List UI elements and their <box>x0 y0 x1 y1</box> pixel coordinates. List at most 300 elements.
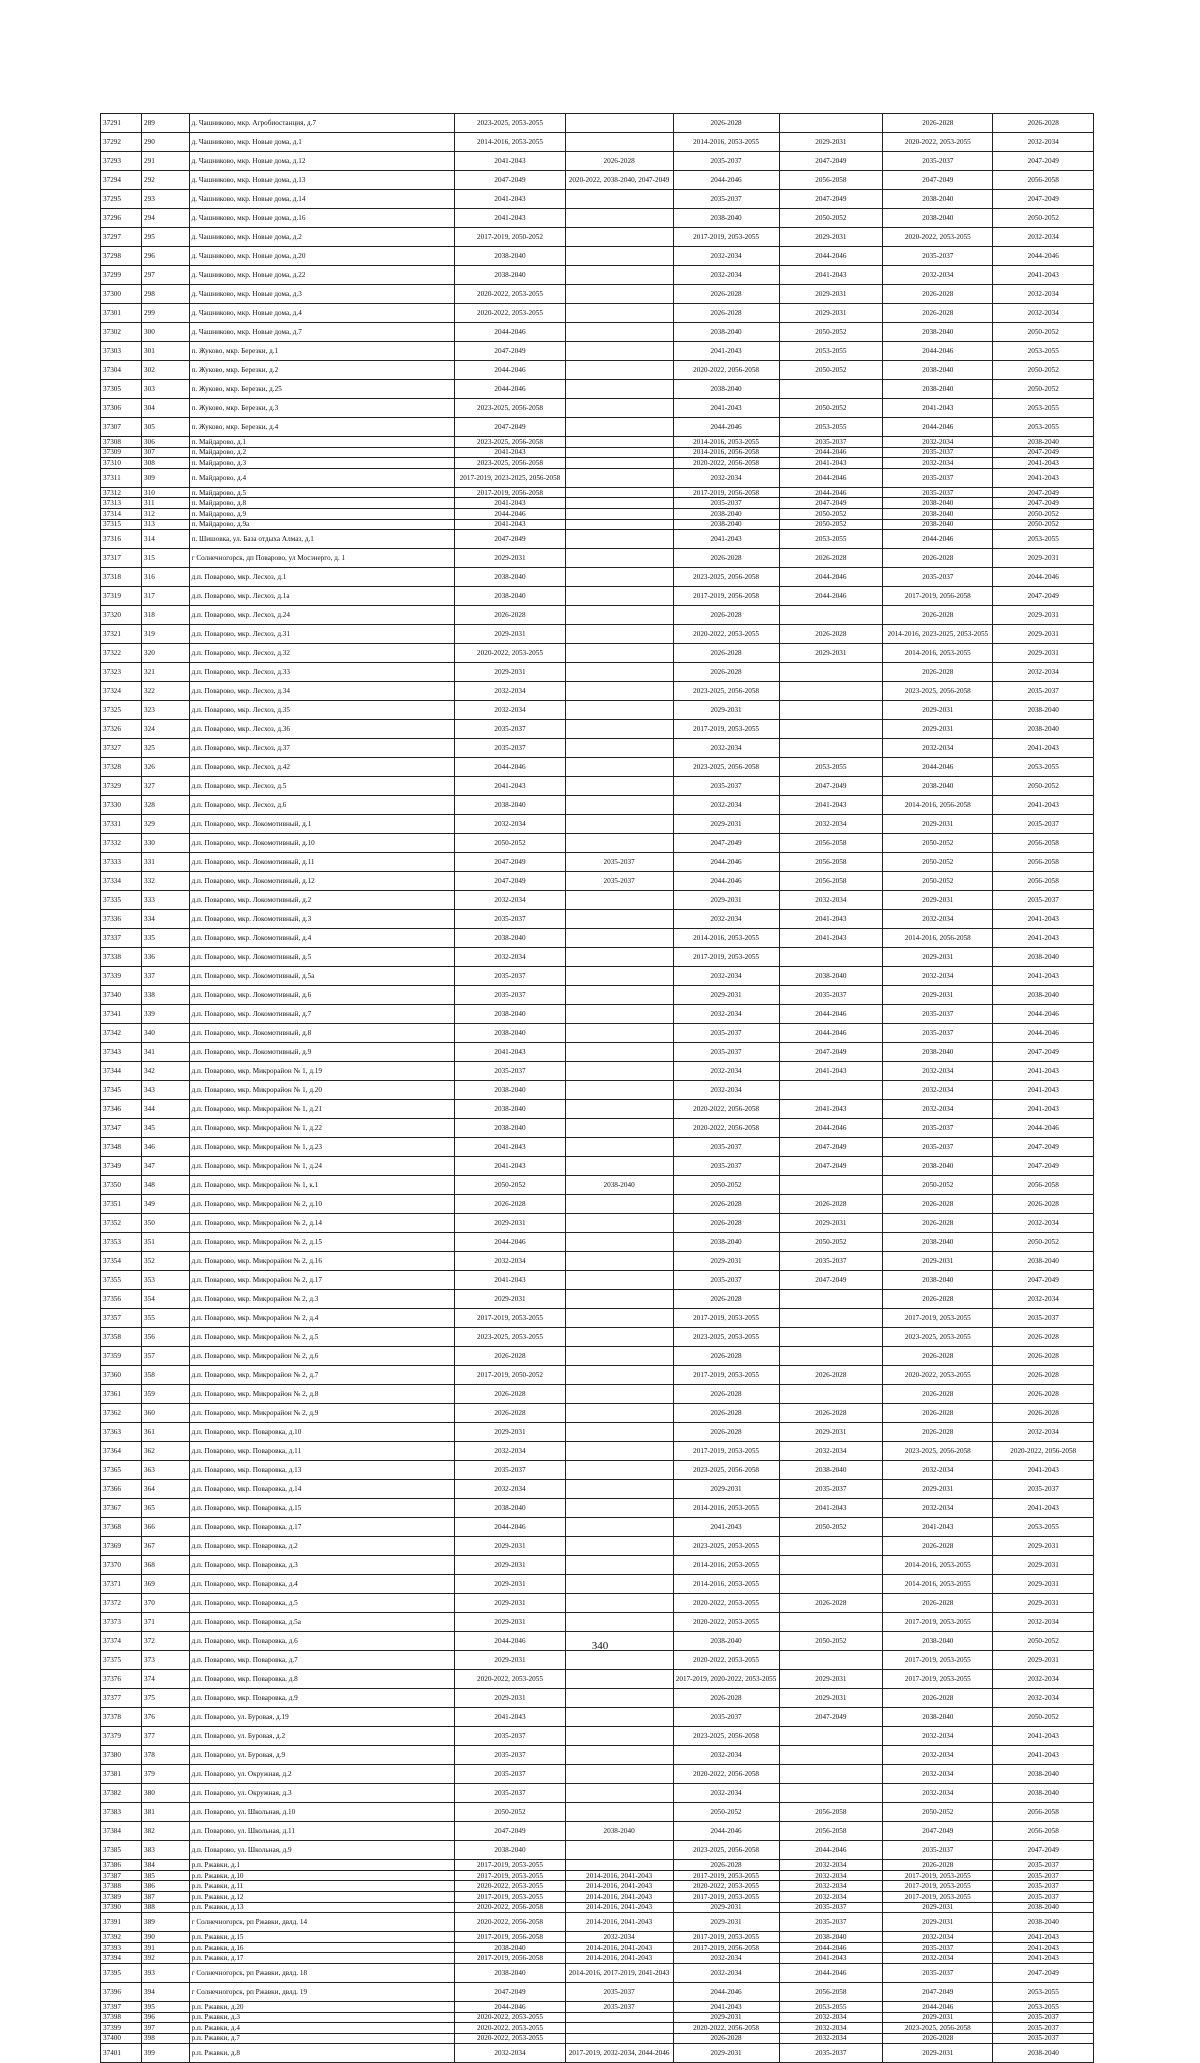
cell-period: 2032-2034 <box>673 468 779 487</box>
cell-period: 2020-2022, 2056-2058 <box>673 2023 779 2034</box>
table-row <box>101 739 1094 758</box>
table-row <box>101 285 1094 304</box>
cell-number: 392 <box>142 1953 190 1964</box>
cell-address: г Солнечногорск, рп Ржавки, двлд. 14 <box>189 1913 455 1932</box>
cell-period <box>779 701 883 720</box>
cell-number: 356 <box>142 1328 190 1347</box>
cell-address: д. Чашниково, мкр. Новые дома, д.2 <box>189 228 455 247</box>
cell-address: д. Чашниково, мкр. Новые дома, д.12 <box>189 152 455 171</box>
cell-address: д.п. Поварово, мкр. Микрорайон № 1, д.22 <box>189 1119 455 1138</box>
cell-period: 2038-2040 <box>883 519 993 530</box>
cell-number: 390 <box>142 1932 190 1943</box>
cell-id: 37377 <box>101 1689 142 1708</box>
cell-period <box>565 1689 673 1708</box>
cell-period: 2038-2040 <box>993 1252 1094 1271</box>
table-row <box>101 1385 1094 1404</box>
cell-period: 2026-2028 <box>565 152 673 171</box>
cell-period: 2038-2040 <box>455 929 565 948</box>
cell-period <box>565 1366 673 1385</box>
cell-period: 2044-2046 <box>455 1632 565 1651</box>
cell-period: 2029-2031 <box>673 986 779 1005</box>
table-row <box>101 1271 1094 1290</box>
cell-number: 310 <box>142 487 190 498</box>
cell-period: 2044-2046 <box>883 418 993 437</box>
cell-id: 37364 <box>101 1442 142 1461</box>
cell-period: 2014-2016, 2053-2055 <box>673 1556 779 1575</box>
cell-period: 2035-2037 <box>883 247 993 266</box>
cell-period: 2044-2046 <box>779 1841 883 1860</box>
table-row <box>101 1841 1094 1860</box>
cell-number: 338 <box>142 986 190 1005</box>
cell-period: 2035-2037 <box>993 2033 1094 2044</box>
cell-address: д. Чашниково, мкр. Новые дома, д.20 <box>189 247 455 266</box>
cell-period: 2026-2028 <box>779 1195 883 1214</box>
cell-period: 2032-2034 <box>993 228 1094 247</box>
cell-number: 289 <box>142 114 190 133</box>
cell-period <box>779 1765 883 1784</box>
cell-period: 2044-2046 <box>455 508 565 519</box>
cell-period: 2017-2019, 2053-2055 <box>673 1309 779 1328</box>
cell-period: 2026-2028 <box>883 304 993 323</box>
cell-period <box>779 1290 883 1309</box>
cell-period: 2044-2046 <box>993 568 1094 587</box>
cell-period: 2026-2028 <box>993 1366 1094 1385</box>
cell-period: 2044-2046 <box>779 487 883 498</box>
cell-period: 2029-2031 <box>779 285 883 304</box>
cell-period: 2047-2049 <box>779 1157 883 1176</box>
cell-period: 2029-2031 <box>455 663 565 682</box>
table-row <box>101 152 1094 171</box>
cell-period: 2044-2046 <box>673 418 779 437</box>
table-row <box>101 247 1094 266</box>
cell-address: д.п. Поварово, мкр. Поваровка, д.6 <box>189 1632 455 1651</box>
table-row <box>101 1881 1094 1892</box>
cell-number: 398 <box>142 2033 190 2044</box>
cell-period: 2038-2040 <box>883 209 993 228</box>
cell-period <box>565 1784 673 1803</box>
cell-period: 2044-2046 <box>779 468 883 487</box>
cell-period: 2029-2031 <box>779 1689 883 1708</box>
cell-period: 2026-2028 <box>779 549 883 568</box>
cell-number: 291 <box>142 152 190 171</box>
cell-number: 351 <box>142 1233 190 1252</box>
cell-period: 2029-2031 <box>673 891 779 910</box>
cell-period <box>779 1651 883 1670</box>
cell-period: 2032-2034 <box>673 247 779 266</box>
cell-period: 2041-2043 <box>673 1518 779 1537</box>
cell-period: 2017-2019, 2053-2055 <box>883 1670 993 1689</box>
cell-number: 292 <box>142 171 190 190</box>
cell-period: 2026-2028 <box>883 1423 993 1442</box>
cell-period: 2029-2031 <box>673 2012 779 2023</box>
cell-period: 2026-2028 <box>883 2033 993 2044</box>
cell-period <box>565 1708 673 1727</box>
cell-period: 2047-2049 <box>779 1708 883 1727</box>
cell-period: 2014-2016, 2053-2055 <box>455 133 565 152</box>
cell-period: 2026-2028 <box>993 1347 1094 1366</box>
cell-id: 37358 <box>101 1328 142 1347</box>
cell-period <box>779 682 883 701</box>
cell-period: 2029-2031 <box>673 1252 779 1271</box>
cell-period: 2032-2034 <box>673 1746 779 1765</box>
cell-period: 2032-2034 <box>993 1290 1094 1309</box>
cell-period: 2053-2055 <box>993 1518 1094 1537</box>
cell-number: 380 <box>142 1784 190 1803</box>
cell-period <box>565 606 673 625</box>
table-row <box>101 1860 1094 1871</box>
cell-period: 2017-2019, 2053-2055 <box>883 1651 993 1670</box>
cell-period: 2038-2040 <box>993 701 1094 720</box>
cell-address: д.п. Поварово, мкр. Микрорайон № 2, д.10 <box>189 1195 455 1214</box>
cell-id: 37401 <box>101 2044 142 2063</box>
cell-period: 2029-2031 <box>883 1902 993 1913</box>
table-row <box>101 1803 1094 1822</box>
cell-period: 2017-2019, 2056-2058 <box>455 487 565 498</box>
cell-period: 2026-2028 <box>673 1423 779 1442</box>
cell-period: 2029-2031 <box>455 1594 565 1613</box>
table-row <box>101 1176 1094 1195</box>
cell-period: 2020-2022, 2038-2040, 2047-2049 <box>565 171 673 190</box>
cell-period: 2056-2058 <box>993 1803 1094 1822</box>
cell-period <box>565 342 673 361</box>
cell-address: д.п. Поварово, мкр. Микрорайон № 2, д.7 <box>189 1366 455 1385</box>
cell-period: 2041-2043 <box>993 929 1094 948</box>
cell-period: 2047-2049 <box>779 1138 883 1157</box>
cell-period: 2050-2052 <box>455 1176 565 1195</box>
cell-id: 37333 <box>101 853 142 872</box>
cell-period: 2044-2046 <box>779 587 883 606</box>
cell-period: 2050-2052 <box>993 519 1094 530</box>
cell-period: 2017-2019, 2053-2055 <box>883 1309 993 1328</box>
table-row <box>101 644 1094 663</box>
cell-id: 37351 <box>101 1195 142 1214</box>
cell-period: 2026-2028 <box>455 606 565 625</box>
cell-number: 372 <box>142 1632 190 1651</box>
cell-period: 2026-2028 <box>673 1290 779 1309</box>
cell-period: 2041-2043 <box>455 190 565 209</box>
cell-number: 343 <box>142 1081 190 1100</box>
cell-period: 2014-2016, 2041-2043 <box>565 1942 673 1953</box>
cell-number: 379 <box>142 1765 190 1784</box>
cell-id: 37340 <box>101 986 142 1005</box>
table-row <box>101 663 1094 682</box>
cell-period: 2044-2046 <box>779 1119 883 1138</box>
cell-period: 2041-2043 <box>673 530 779 549</box>
cell-period: 2032-2034 <box>455 701 565 720</box>
cell-address: п. Майдарово, д.4 <box>189 468 455 487</box>
cell-period <box>565 682 673 701</box>
cell-period: 2020-2022, 2056-2058 <box>673 361 779 380</box>
cell-period: 2056-2058 <box>779 171 883 190</box>
cell-period: 2038-2040 <box>779 967 883 986</box>
cell-number: 364 <box>142 1480 190 1499</box>
cell-period: 2026-2028 <box>779 625 883 644</box>
cell-period: 2035-2037 <box>883 1138 993 1157</box>
cell-period: 2032-2034 <box>883 1100 993 1119</box>
table-row <box>101 361 1094 380</box>
cell-number: 367 <box>142 1537 190 1556</box>
cell-period: 2035-2037 <box>993 815 1094 834</box>
cell-period: 2029-2031 <box>993 1575 1094 1594</box>
table-row <box>101 418 1094 437</box>
cell-period <box>565 418 673 437</box>
cell-period <box>565 209 673 228</box>
cell-address: д.п. Поварово, мкр. Лесхоз, д.1а <box>189 587 455 606</box>
cell-id: 37368 <box>101 1518 142 1537</box>
cell-period: 2029-2031 <box>883 720 993 739</box>
cell-period: 2017-2019, 2053-2055 <box>455 1891 565 1902</box>
cell-period <box>779 1176 883 1195</box>
cell-period: 2023-2025, 2056-2058 <box>455 437 565 448</box>
table-row <box>101 1138 1094 1157</box>
cell-period: 2020-2022, 2056-2058 <box>455 1902 565 1913</box>
cell-period: 2035-2037 <box>455 1062 565 1081</box>
table-row <box>101 209 1094 228</box>
table-row <box>101 487 1094 498</box>
cell-id: 37355 <box>101 1271 142 1290</box>
cell-number: 387 <box>142 1891 190 1902</box>
table-row <box>101 1891 1094 1902</box>
table-row <box>101 1461 1094 1480</box>
cell-id: 37306 <box>101 399 142 418</box>
cell-address: д.п. Поварово, мкр. Микрорайон № 2, д.9 <box>189 1404 455 1423</box>
table-row <box>101 1670 1094 1689</box>
cell-address: р.п. Ржавки, д.11 <box>189 1881 455 1892</box>
cell-period: 2032-2034 <box>883 1784 993 1803</box>
cell-id: 37380 <box>101 1746 142 1765</box>
cell-period: 2035-2037 <box>779 1252 883 1271</box>
cell-period: 2020-2022, 2053-2055 <box>673 1881 779 1892</box>
table-row <box>101 171 1094 190</box>
schedule-table <box>100 113 1094 2063</box>
cell-number: 329 <box>142 815 190 834</box>
cell-period: 2038-2040 <box>455 1081 565 1100</box>
cell-period: 2041-2043 <box>673 342 779 361</box>
cell-period: 2026-2028 <box>883 1214 993 1233</box>
cell-period: 2038-2040 <box>565 1822 673 1841</box>
cell-id: 37335 <box>101 891 142 910</box>
cell-period: 2032-2034 <box>673 967 779 986</box>
cell-address: п. Майдарово, д.9 <box>189 508 455 519</box>
cell-period <box>565 1803 673 1822</box>
cell-period: 2038-2040 <box>993 948 1094 967</box>
cell-address: д.п. Поварово, мкр. Поваровка, д.5 <box>189 1594 455 1613</box>
cell-period: 2029-2031 <box>673 701 779 720</box>
cell-period: 2017-2019, 2053-2055 <box>883 1613 993 1632</box>
cell-period: 2014-2016, 2041-2043 <box>565 1891 673 1902</box>
cell-number: 337 <box>142 967 190 986</box>
cell-number: 300 <box>142 323 190 342</box>
cell-period: 2041-2043 <box>993 1746 1094 1765</box>
cell-address: д.п. Поварово, мкр. Лесхоз, д.24 <box>189 606 455 625</box>
cell-period: 2032-2034 <box>455 1442 565 1461</box>
table-row <box>101 1290 1094 1309</box>
cell-period: 2014-2016, 2053-2055 <box>883 1575 993 1594</box>
cell-period <box>565 1195 673 1214</box>
cell-period: 2029-2031 <box>779 1214 883 1233</box>
cell-period: 2047-2049 <box>993 1157 1094 1176</box>
cell-id: 37370 <box>101 1556 142 1575</box>
cell-period: 2020-2022, 2056-2058 <box>993 1442 1094 1461</box>
cell-id: 37299 <box>101 266 142 285</box>
cell-period: 2026-2028 <box>673 285 779 304</box>
cell-period <box>565 1271 673 1290</box>
cell-address: д.п. Поварово, мкр. Локомотивный, д.2 <box>189 891 455 910</box>
cell-period: 2020-2022, 2053-2055 <box>883 133 993 152</box>
cell-number: 301 <box>142 342 190 361</box>
cell-address: д.п. Поварово, мкр. Микрорайон № 1, д.19 <box>189 1062 455 1081</box>
cell-period: 2038-2040 <box>993 720 1094 739</box>
cell-address: д.п. Поварово, мкр. Поваровка, д.11 <box>189 1442 455 1461</box>
cell-period: 2020-2022, 2053-2055 <box>455 285 565 304</box>
cell-period: 2014-2016, 2053-2055 <box>673 1575 779 1594</box>
cell-period: 2026-2028 <box>993 1328 1094 1347</box>
cell-period: 2029-2031 <box>993 644 1094 663</box>
cell-period: 2047-2049 <box>993 1271 1094 1290</box>
cell-period: 2053-2055 <box>779 418 883 437</box>
cell-period: 2029-2031 <box>455 1556 565 1575</box>
cell-id: 37375 <box>101 1651 142 1670</box>
cell-number: 334 <box>142 910 190 929</box>
table-row <box>101 1366 1094 1385</box>
cell-period: 2035-2037 <box>673 1024 779 1043</box>
cell-period: 2038-2040 <box>455 568 565 587</box>
cell-period: 2041-2043 <box>673 399 779 418</box>
cell-number: 297 <box>142 266 190 285</box>
cell-period <box>565 1556 673 1575</box>
table-row <box>101 380 1094 399</box>
cell-period: 2035-2037 <box>883 1024 993 1043</box>
cell-period <box>565 1537 673 1556</box>
cell-number: 345 <box>142 1119 190 1138</box>
cell-period: 2020-2022, 2053-2055 <box>455 2012 565 2023</box>
cell-number: 305 <box>142 418 190 437</box>
cell-period: 2053-2055 <box>993 758 1094 777</box>
cell-id: 37365 <box>101 1461 142 1480</box>
table-row <box>101 910 1094 929</box>
cell-address: д.п. Поварово, мкр. Поваровка, д.2 <box>189 1537 455 1556</box>
cell-number: 333 <box>142 891 190 910</box>
cell-address: д.п. Поварово, мкр. Локомотивный, д.4 <box>189 929 455 948</box>
cell-period: 2029-2031 <box>455 1214 565 1233</box>
cell-period: 2032-2034 <box>993 1423 1094 1442</box>
cell-id: 37311 <box>101 468 142 487</box>
cell-period: 2014-2016, 2041-2043 <box>565 1902 673 1913</box>
cell-period: 2023-2025, 2056-2058 <box>883 682 993 701</box>
cell-period <box>779 1385 883 1404</box>
cell-address: г Солнечногорск, дп Поварово, ул Мосэнерго, д. 1 <box>189 549 455 568</box>
cell-number: 357 <box>142 1347 190 1366</box>
table-row <box>101 1556 1094 1575</box>
cell-period: 2050-2052 <box>993 508 1094 519</box>
cell-period: 2032-2034 <box>673 1963 779 1982</box>
cell-period: 2047-2049 <box>455 872 565 891</box>
cell-period <box>565 1005 673 1024</box>
cell-period: 2017-2019, 2053-2055 <box>673 228 779 247</box>
cell-address: д.п. Поварово, мкр. Микрорайон № 2, д.5 <box>189 1328 455 1347</box>
cell-address: р.п. Ржавки, д.10 <box>189 1870 455 1881</box>
cell-period: 2035-2037 <box>993 2023 1094 2034</box>
cell-address: п. Жуково, мкр. Березки, д.3 <box>189 399 455 418</box>
cell-period: 2035-2037 <box>455 1765 565 1784</box>
cell-period: 2041-2043 <box>455 519 565 530</box>
cell-address: д.п. Поварово, мкр. Лесхоз, д.37 <box>189 739 455 758</box>
cell-period: 2050-2052 <box>883 1176 993 1195</box>
cell-period: 2032-2034 <box>993 1613 1094 1632</box>
cell-period <box>779 1556 883 1575</box>
cell-period: 2041-2043 <box>779 929 883 948</box>
cell-period: 2053-2055 <box>779 342 883 361</box>
cell-period: 2020-2022, 2053-2055 <box>673 1651 779 1670</box>
cell-period: 2032-2034 <box>779 1881 883 1892</box>
cell-period <box>565 948 673 967</box>
cell-period <box>565 1290 673 1309</box>
cell-id: 37347 <box>101 1119 142 1138</box>
cell-period: 2038-2040 <box>565 1176 673 1195</box>
table-row <box>101 1594 1094 1613</box>
cell-period: 2017-2019, 2056-2058 <box>455 1953 565 1964</box>
cell-number: 366 <box>142 1518 190 1537</box>
cell-id: 37379 <box>101 1727 142 1746</box>
cell-period: 2050-2052 <box>993 361 1094 380</box>
table-row <box>101 508 1094 519</box>
cell-period: 2038-2040 <box>993 1784 1094 1803</box>
cell-period: 2035-2037 <box>779 2044 883 2063</box>
cell-period: 2041-2043 <box>779 910 883 929</box>
cell-period: 2032-2034 <box>779 891 883 910</box>
cell-period: 2032-2034 <box>673 1005 779 1024</box>
cell-period: 2041-2043 <box>779 1100 883 1119</box>
cell-period: 2014-2016, 2041-2043 <box>565 1913 673 1932</box>
cell-id: 37349 <box>101 1157 142 1176</box>
cell-id: 37345 <box>101 1081 142 1100</box>
table-row <box>101 1119 1094 1138</box>
cell-period: 2050-2052 <box>993 1233 1094 1252</box>
cell-period: 2023-2025, 2056-2058 <box>673 1727 779 1746</box>
cell-id: 37360 <box>101 1366 142 1385</box>
cell-period: 2017-2019, 2053-2055 <box>883 1870 993 1881</box>
cell-period: 2035-2037 <box>673 1271 779 1290</box>
cell-period: 2032-2034 <box>673 1081 779 1100</box>
cell-address: д.п. Поварово, мкр. Лесхоз, д.32 <box>189 644 455 663</box>
cell-period: 2044-2046 <box>883 342 993 361</box>
cell-number: 371 <box>142 1613 190 1632</box>
cell-period: 2050-2052 <box>883 834 993 853</box>
table-row <box>101 1442 1094 1461</box>
cell-number: 335 <box>142 929 190 948</box>
cell-number: 363 <box>142 1461 190 1480</box>
cell-period: 2026-2028 <box>883 1290 993 1309</box>
cell-period: 2029-2031 <box>673 1902 779 1913</box>
cell-id: 37346 <box>101 1100 142 1119</box>
cell-number: 381 <box>142 1803 190 1822</box>
cell-period <box>565 929 673 948</box>
cell-period <box>565 1404 673 1423</box>
cell-period <box>565 1385 673 1404</box>
cell-number: 340 <box>142 1024 190 1043</box>
cell-period <box>779 1613 883 1632</box>
cell-period: 2044-2046 <box>993 1005 1094 1024</box>
cell-period: 2029-2031 <box>883 815 993 834</box>
cell-period: 2026-2028 <box>883 1347 993 1366</box>
cell-period: 2038-2040 <box>883 777 993 796</box>
cell-period: 2026-2028 <box>673 1214 779 1233</box>
cell-period: 2032-2034 <box>993 1689 1094 1708</box>
cell-id: 37322 <box>101 644 142 663</box>
cell-period <box>779 380 883 399</box>
cell-number: 346 <box>142 1138 190 1157</box>
cell-period: 2044-2046 <box>455 1518 565 1537</box>
